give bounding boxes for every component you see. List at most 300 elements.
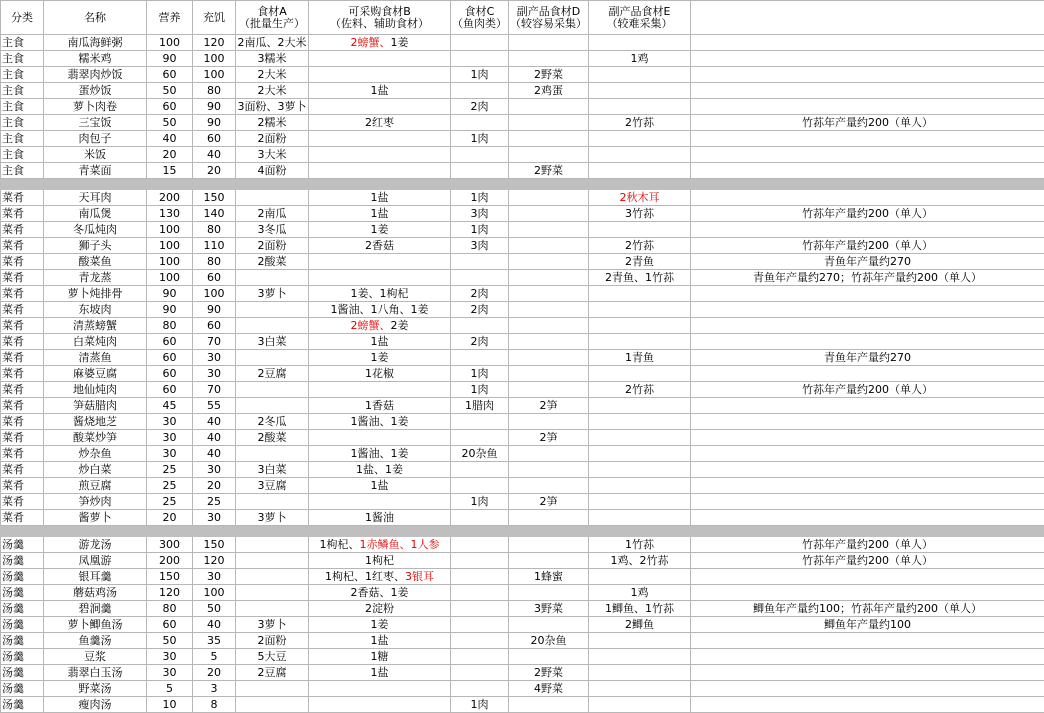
- cell-byproduct-e[interactable]: [589, 147, 691, 163]
- header-ingredient-b[interactable]: 可采购食材B （佐料、辅助食材）: [309, 1, 451, 35]
- cell-ingredient-c[interactable]: [451, 553, 509, 569]
- cell-ingredient-c[interactable]: 2肉: [451, 334, 509, 350]
- cell-category[interactable]: 菜肴: [1, 254, 44, 270]
- cell-ingredient-c[interactable]: 3肉: [451, 238, 509, 254]
- cell-byproduct-e[interactable]: [589, 318, 691, 334]
- cell-nutrition[interactable]: 50: [147, 633, 193, 649]
- cell-ingredient-a[interactable]: 2酸菜: [236, 430, 309, 446]
- cell-notes[interactable]: [691, 131, 1044, 147]
- cell-ingredient-b[interactable]: [309, 697, 451, 713]
- cell-ingredient-b[interactable]: 1盐: [309, 83, 451, 99]
- separator-cell[interactable]: [193, 526, 236, 537]
- cell-byproduct-e[interactable]: [589, 334, 691, 350]
- cell-notes[interactable]: 青鱼年产量约270；竹荪年产量约200（单人）: [691, 270, 1044, 286]
- cell-satiety[interactable]: 30: [193, 350, 236, 366]
- cell-category[interactable]: 汤羹: [1, 569, 44, 585]
- cell-ingredient-a[interactable]: [236, 537, 309, 553]
- cell-nutrition[interactable]: 20: [147, 147, 193, 163]
- cell-notes[interactable]: 竹荪年产量约200（单人）: [691, 553, 1044, 569]
- cell-category[interactable]: 主食: [1, 115, 44, 131]
- separator-cell[interactable]: [147, 179, 193, 190]
- cell-category[interactable]: 菜肴: [1, 238, 44, 254]
- cell-ingredient-c[interactable]: 20杂鱼: [451, 446, 509, 462]
- cell-notes[interactable]: [691, 398, 1044, 414]
- cell-category[interactable]: 菜肴: [1, 222, 44, 238]
- cell-ingredient-b[interactable]: 1姜: [309, 617, 451, 633]
- cell-nutrition[interactable]: 80: [147, 601, 193, 617]
- cell-nutrition[interactable]: 25: [147, 494, 193, 510]
- cell-ingredient-a[interactable]: 3白菜: [236, 462, 309, 478]
- cell-ingredient-b[interactable]: 1香菇: [309, 398, 451, 414]
- cell-ingredient-a[interactable]: 2南瓜: [236, 206, 309, 222]
- header-byproduct-d[interactable]: 副产品食材D （较容易采集）: [509, 1, 589, 35]
- cell-ingredient-c[interactable]: 2肉: [451, 286, 509, 302]
- cell-nutrition[interactable]: 60: [147, 334, 193, 350]
- cell-name[interactable]: 炒杂鱼: [44, 446, 147, 462]
- cell-byproduct-d[interactable]: [509, 414, 589, 430]
- cell-notes[interactable]: [691, 585, 1044, 601]
- cell-byproduct-e[interactable]: [589, 67, 691, 83]
- cell-ingredient-c[interactable]: [451, 51, 509, 67]
- cell-byproduct-d[interactable]: [509, 302, 589, 318]
- cell-name[interactable]: 碧涧羹: [44, 601, 147, 617]
- cell-satiety[interactable]: 120: [193, 553, 236, 569]
- cell-byproduct-d[interactable]: 2笋: [509, 494, 589, 510]
- cell-ingredient-b[interactable]: [309, 35, 451, 51]
- cell-nutrition[interactable]: 90: [147, 51, 193, 67]
- cell-ingredient-c[interactable]: [451, 163, 509, 179]
- cell-ingredient-a[interactable]: 2酸菜: [236, 254, 309, 270]
- cell-ingredient-b[interactable]: [309, 67, 451, 83]
- cell-byproduct-e[interactable]: 2竹荪: [589, 115, 691, 131]
- cell-name[interactable]: 煎豆腐: [44, 478, 147, 494]
- separator-cell[interactable]: [451, 526, 509, 537]
- cell-ingredient-a[interactable]: 2面粉: [236, 131, 309, 147]
- cell-ingredient-b[interactable]: [309, 147, 451, 163]
- cell-byproduct-d[interactable]: 3野菜: [509, 601, 589, 617]
- header-name[interactable]: 名称: [44, 1, 147, 35]
- cell-byproduct-e[interactable]: 2竹荪: [589, 382, 691, 398]
- cell-ingredient-b[interactable]: [309, 99, 451, 115]
- cell-ingredient-a[interactable]: [236, 318, 309, 334]
- cell-category[interactable]: 菜肴: [1, 446, 44, 462]
- cell-ingredient-c[interactable]: 2肉: [451, 99, 509, 115]
- cell-ingredient-a[interactable]: [236, 601, 309, 617]
- cell-category[interactable]: 主食: [1, 35, 44, 51]
- cell-ingredient-c[interactable]: 1肉: [451, 190, 509, 206]
- cell-byproduct-d[interactable]: [509, 462, 589, 478]
- cell-notes[interactable]: 竹荪年产量约200（单人）: [691, 537, 1044, 553]
- cell-ingredient-a[interactable]: 2面粉: [236, 633, 309, 649]
- separator-cell[interactable]: [451, 179, 509, 190]
- cell-byproduct-d[interactable]: 2野菜: [509, 67, 589, 83]
- cell-byproduct-d[interactable]: [509, 190, 589, 206]
- cell-name[interactable]: 凤凰游: [44, 553, 147, 569]
- cell-ingredient-c[interactable]: [451, 569, 509, 585]
- cell-category[interactable]: 菜肴: [1, 398, 44, 414]
- cell-satiety[interactable]: 40: [193, 617, 236, 633]
- cell-category[interactable]: 主食: [1, 163, 44, 179]
- cell-category[interactable]: 菜肴: [1, 430, 44, 446]
- cell-ingredient-a[interactable]: 2南瓜、2大米: [236, 35, 309, 51]
- cell-byproduct-e[interactable]: [589, 462, 691, 478]
- cell-byproduct-e[interactable]: [589, 414, 691, 430]
- cell-byproduct-d[interactable]: 20杂鱼: [509, 633, 589, 649]
- cell-byproduct-e[interactable]: [589, 633, 691, 649]
- cell-ingredient-b[interactable]: 2红枣: [309, 115, 451, 131]
- cell-nutrition[interactable]: 15: [147, 163, 193, 179]
- cell-name[interactable]: 萝卜肉卷: [44, 99, 147, 115]
- cell-nutrition[interactable]: 100: [147, 270, 193, 286]
- cell-nutrition[interactable]: 90: [147, 302, 193, 318]
- cell-ingredient-a[interactable]: 5大豆: [236, 649, 309, 665]
- cell-ingredient-a[interactable]: [236, 190, 309, 206]
- cell-ingredient-b[interactable]: 1盐: [309, 478, 451, 494]
- cell-byproduct-d[interactable]: [509, 270, 589, 286]
- cell-ingredient-a[interactable]: 3萝卜: [236, 286, 309, 302]
- cell-category[interactable]: 主食: [1, 83, 44, 99]
- cell-satiety[interactable]: 25: [193, 494, 236, 510]
- cell-nutrition[interactable]: 25: [147, 462, 193, 478]
- cell-ingredient-c[interactable]: [451, 414, 509, 430]
- cell-ingredient-c[interactable]: [451, 462, 509, 478]
- cell-category[interactable]: 汤羹: [1, 617, 44, 633]
- cell-ingredient-a[interactable]: 2豆腐: [236, 366, 309, 382]
- cell-byproduct-e[interactable]: 3竹荪: [589, 206, 691, 222]
- cell-category[interactable]: 菜肴: [1, 510, 44, 526]
- cell-name[interactable]: 麻婆豆腐: [44, 366, 147, 382]
- cell-satiety[interactable]: 150: [193, 537, 236, 553]
- cell-satiety[interactable]: 20: [193, 665, 236, 681]
- cell-category[interactable]: 汤羹: [1, 697, 44, 713]
- cell-notes[interactable]: [691, 681, 1044, 697]
- cell-ingredient-a[interactable]: 4面粉: [236, 163, 309, 179]
- cell-notes[interactable]: [691, 51, 1044, 67]
- cell-satiety[interactable]: 35: [193, 633, 236, 649]
- cell-ingredient-b[interactable]: 2淀粉: [309, 601, 451, 617]
- cell-nutrition[interactable]: 60: [147, 99, 193, 115]
- cell-name[interactable]: 酱烧地芝: [44, 414, 147, 430]
- cell-byproduct-e[interactable]: 2青鱼: [589, 254, 691, 270]
- cell-byproduct-e[interactable]: [589, 398, 691, 414]
- cell-name[interactable]: 天耳肉: [44, 190, 147, 206]
- cell-satiety[interactable]: 90: [193, 302, 236, 318]
- header-ingredient-c[interactable]: 食材C （鱼肉类）: [451, 1, 509, 35]
- cell-nutrition[interactable]: 25: [147, 478, 193, 494]
- cell-byproduct-d[interactable]: [509, 254, 589, 270]
- cell-byproduct-d[interactable]: [509, 697, 589, 713]
- cell-name[interactable]: 白菜炖肉: [44, 334, 147, 350]
- cell-satiety[interactable]: 80: [193, 222, 236, 238]
- cell-name[interactable]: 肉包子: [44, 131, 147, 147]
- cell-category[interactable]: 汤羹: [1, 601, 44, 617]
- cell-notes[interactable]: [691, 430, 1044, 446]
- cell-category[interactable]: 菜肴: [1, 414, 44, 430]
- header-notes[interactable]: [691, 1, 1044, 35]
- cell-ingredient-a[interactable]: 2豆腐: [236, 665, 309, 681]
- cell-notes[interactable]: [691, 318, 1044, 334]
- cell-category[interactable]: 汤羹: [1, 649, 44, 665]
- cell-satiety[interactable]: 40: [193, 147, 236, 163]
- cell-nutrition[interactable]: 30: [147, 430, 193, 446]
- cell-byproduct-d[interactable]: [509, 35, 589, 51]
- cell-byproduct-d[interactable]: [509, 115, 589, 131]
- cell-byproduct-e[interactable]: [589, 681, 691, 697]
- cell-satiety[interactable]: 120: [193, 35, 236, 51]
- cell-nutrition[interactable]: 60: [147, 366, 193, 382]
- cell-notes[interactable]: [691, 462, 1044, 478]
- cell-nutrition[interactable]: 5: [147, 681, 193, 697]
- cell-nutrition[interactable]: 90: [147, 286, 193, 302]
- cell-byproduct-e[interactable]: [589, 131, 691, 147]
- cell-ingredient-c[interactable]: [451, 633, 509, 649]
- cell-category[interactable]: 主食: [1, 51, 44, 67]
- cell-ingredient-b[interactable]: [309, 163, 451, 179]
- cell-ingredient-b[interactable]: 1糖: [309, 649, 451, 665]
- cell-name[interactable]: 南瓜海鲜粥: [44, 35, 147, 51]
- cell-notes[interactable]: [691, 510, 1044, 526]
- cell-nutrition[interactable]: 100: [147, 222, 193, 238]
- cell-ingredient-b[interactable]: [309, 254, 451, 270]
- separator-cell[interactable]: [309, 526, 451, 537]
- cell-category[interactable]: 菜肴: [1, 462, 44, 478]
- cell-ingredient-c[interactable]: 1肉: [451, 697, 509, 713]
- cell-ingredient-a[interactable]: [236, 585, 309, 601]
- cell-ingredient-b[interactable]: 1酱油、1姜: [309, 446, 451, 462]
- cell-category[interactable]: 菜肴: [1, 302, 44, 318]
- cell-satiety[interactable]: 140: [193, 206, 236, 222]
- cell-name[interactable]: 萝卜鲫鱼汤: [44, 617, 147, 633]
- cell-byproduct-e[interactable]: [589, 494, 691, 510]
- cell-category[interactable]: 主食: [1, 67, 44, 83]
- cell-nutrition[interactable]: 200: [147, 190, 193, 206]
- separator-cell[interactable]: [147, 526, 193, 537]
- cell-satiety[interactable]: 90: [193, 115, 236, 131]
- cell-ingredient-a[interactable]: 2大米: [236, 83, 309, 99]
- cell-nutrition[interactable]: 100: [147, 35, 193, 51]
- cell-notes[interactable]: [691, 633, 1044, 649]
- cell-category[interactable]: 菜肴: [1, 382, 44, 398]
- cell-notes[interactable]: [691, 446, 1044, 462]
- cell-byproduct-e[interactable]: 1鲫鱼、1竹荪: [589, 601, 691, 617]
- separator-cell[interactable]: [44, 526, 147, 537]
- cell-nutrition[interactable]: 100: [147, 254, 193, 270]
- separator-cell[interactable]: [509, 526, 589, 537]
- cell-ingredient-a[interactable]: 3豆腐: [236, 478, 309, 494]
- cell-ingredient-c[interactable]: [451, 83, 509, 99]
- cell-name[interactable]: 蘑菇鸡汤: [44, 585, 147, 601]
- cell-nutrition[interactable]: 30: [147, 649, 193, 665]
- cell-ingredient-b[interactable]: [309, 569, 451, 585]
- cell-nutrition[interactable]: 200: [147, 553, 193, 569]
- cell-byproduct-e[interactable]: 2竹荪: [589, 238, 691, 254]
- cell-byproduct-d[interactable]: [509, 510, 589, 526]
- cell-ingredient-c[interactable]: [451, 665, 509, 681]
- cell-ingredient-b[interactable]: 2香菇、1姜: [309, 585, 451, 601]
- cell-nutrition[interactable]: 50: [147, 83, 193, 99]
- cell-byproduct-e[interactable]: [589, 478, 691, 494]
- cell-ingredient-a[interactable]: [236, 398, 309, 414]
- cell-nutrition[interactable]: 50: [147, 115, 193, 131]
- cell-byproduct-d[interactable]: [509, 350, 589, 366]
- cell-byproduct-d[interactable]: [509, 286, 589, 302]
- cell-byproduct-d[interactable]: 4野菜: [509, 681, 589, 697]
- cell-ingredient-c[interactable]: [451, 350, 509, 366]
- cell-satiety[interactable]: 55: [193, 398, 236, 414]
- cell-satiety[interactable]: 40: [193, 446, 236, 462]
- cell-nutrition[interactable]: 30: [147, 446, 193, 462]
- cell-ingredient-b[interactable]: 1姜、1枸杞: [309, 286, 451, 302]
- cell-ingredient-a[interactable]: 3冬瓜: [236, 222, 309, 238]
- cell-ingredient-a[interactable]: 3糯米: [236, 51, 309, 67]
- cell-category[interactable]: 菜肴: [1, 206, 44, 222]
- cell-category[interactable]: 菜肴: [1, 350, 44, 366]
- cell-byproduct-e[interactable]: [589, 99, 691, 115]
- cell-ingredient-b[interactable]: [309, 382, 451, 398]
- cell-ingredient-c[interactable]: [451, 537, 509, 553]
- cell-satiety[interactable]: 90: [193, 99, 236, 115]
- cell-ingredient-a[interactable]: 2大米: [236, 67, 309, 83]
- cell-ingredient-c[interactable]: 1肉: [451, 382, 509, 398]
- cell-ingredient-a[interactable]: [236, 382, 309, 398]
- cell-ingredient-a[interactable]: [236, 302, 309, 318]
- cell-ingredient-b[interactable]: 1盐: [309, 334, 451, 350]
- cell-ingredient-b[interactable]: 1枸杞: [309, 553, 451, 569]
- cell-notes[interactable]: [691, 147, 1044, 163]
- cell-byproduct-d[interactable]: [509, 51, 589, 67]
- cell-notes[interactable]: [691, 222, 1044, 238]
- cell-satiety[interactable]: 150: [193, 190, 236, 206]
- cell-name[interactable]: 三宝饭: [44, 115, 147, 131]
- cell-notes[interactable]: 鲫鱼年产量约100；竹荪年产量约200（单人）: [691, 601, 1044, 617]
- cell-satiety[interactable]: 5: [193, 649, 236, 665]
- cell-byproduct-d[interactable]: 2野菜: [509, 665, 589, 681]
- cell-ingredient-c[interactable]: 1肉: [451, 67, 509, 83]
- cell-satiety[interactable]: 100: [193, 585, 236, 601]
- cell-ingredient-c[interactable]: [451, 430, 509, 446]
- cell-ingredient-a[interactable]: [236, 494, 309, 510]
- cell-ingredient-c[interactable]: [451, 649, 509, 665]
- cell-nutrition[interactable]: 60: [147, 350, 193, 366]
- cell-byproduct-d[interactable]: [509, 238, 589, 254]
- cell-ingredient-c[interactable]: 1肉: [451, 494, 509, 510]
- cell-notes[interactable]: 青鱼年产量约270: [691, 254, 1044, 270]
- cell-nutrition[interactable]: 60: [147, 617, 193, 633]
- cell-ingredient-b[interactable]: 1盐: [309, 206, 451, 222]
- header-ingredient-a[interactable]: 食材A （批量生产）: [236, 1, 309, 35]
- cell-notes[interactable]: 竹荪年产量约200（单人）: [691, 382, 1044, 398]
- cell-name[interactable]: 翡翠肉炒饭: [44, 67, 147, 83]
- separator-cell[interactable]: [236, 526, 309, 537]
- cell-name[interactable]: 野菜汤: [44, 681, 147, 697]
- cell-byproduct-d[interactable]: [509, 649, 589, 665]
- cell-byproduct-d[interactable]: [509, 478, 589, 494]
- cell-byproduct-e[interactable]: 2青鱼、1竹荪: [589, 270, 691, 286]
- cell-ingredient-a[interactable]: [236, 350, 309, 366]
- cell-notes[interactable]: [691, 414, 1044, 430]
- cell-satiety[interactable]: 20: [193, 478, 236, 494]
- cell-name[interactable]: 酱萝卜: [44, 510, 147, 526]
- cell-satiety[interactable]: 30: [193, 366, 236, 382]
- cell-nutrition[interactable]: 300: [147, 537, 193, 553]
- cell-notes[interactable]: [691, 190, 1044, 206]
- cell-notes[interactable]: [691, 494, 1044, 510]
- cell-byproduct-e[interactable]: 1鸡: [589, 51, 691, 67]
- cell-name[interactable]: 银耳羹: [44, 569, 147, 585]
- cell-byproduct-d[interactable]: [509, 318, 589, 334]
- cell-satiety[interactable]: 20: [193, 163, 236, 179]
- cell-notes[interactable]: [691, 334, 1044, 350]
- cell-name[interactable]: 狮子头: [44, 238, 147, 254]
- cell-name[interactable]: 豆浆: [44, 649, 147, 665]
- cell-satiety[interactable]: 70: [193, 382, 236, 398]
- cell-notes[interactable]: [691, 366, 1044, 382]
- cell-ingredient-b[interactable]: 1盐: [309, 665, 451, 681]
- cell-name[interactable]: 翡翠白玉汤: [44, 665, 147, 681]
- cell-category[interactable]: 汤羹: [1, 681, 44, 697]
- cell-name[interactable]: 米饭: [44, 147, 147, 163]
- cell-byproduct-d[interactable]: [509, 617, 589, 633]
- cell-ingredient-c[interactable]: [451, 681, 509, 697]
- cell-ingredient-b[interactable]: 1盐: [309, 633, 451, 649]
- cell-byproduct-e[interactable]: 1鸡、2竹荪: [589, 553, 691, 569]
- cell-name[interactable]: 清蒸螃蟹: [44, 318, 147, 334]
- cell-category[interactable]: 汤羹: [1, 553, 44, 569]
- cell-ingredient-a[interactable]: [236, 569, 309, 585]
- cell-notes[interactable]: 青鱼年产量约270: [691, 350, 1044, 366]
- cell-ingredient-c[interactable]: 1肉: [451, 366, 509, 382]
- cell-byproduct-d[interactable]: 2野菜: [509, 163, 589, 179]
- cell-satiety[interactable]: 50: [193, 601, 236, 617]
- cell-ingredient-a[interactable]: [236, 553, 309, 569]
- cell-nutrition[interactable]: 40: [147, 131, 193, 147]
- cell-category[interactable]: 菜肴: [1, 334, 44, 350]
- cell-ingredient-a[interactable]: 3面粉、3萝卜: [236, 99, 309, 115]
- cell-nutrition[interactable]: 30: [147, 665, 193, 681]
- cell-name[interactable]: 炒白菜: [44, 462, 147, 478]
- cell-ingredient-b[interactable]: 1酱油、1八角、1姜: [309, 302, 451, 318]
- cell-notes[interactable]: [691, 569, 1044, 585]
- cell-name[interactable]: 酸菜鱼: [44, 254, 147, 270]
- separator-cell[interactable]: [236, 179, 309, 190]
- cell-name[interactable]: 南瓜煲: [44, 206, 147, 222]
- cell-category[interactable]: 菜肴: [1, 190, 44, 206]
- cell-notes[interactable]: [691, 302, 1044, 318]
- cell-ingredient-b[interactable]: [309, 131, 451, 147]
- separator-cell[interactable]: [44, 179, 147, 190]
- cell-notes[interactable]: [691, 286, 1044, 302]
- cell-satiety[interactable]: 30: [193, 510, 236, 526]
- separator-cell[interactable]: [1, 179, 44, 190]
- cell-satiety[interactable]: 80: [193, 83, 236, 99]
- cell-nutrition[interactable]: 120: [147, 585, 193, 601]
- cell-ingredient-b[interactable]: 1酱油: [309, 510, 451, 526]
- cell-category[interactable]: 主食: [1, 131, 44, 147]
- cell-ingredient-b[interactable]: [309, 537, 451, 553]
- separator-cell[interactable]: [309, 179, 451, 190]
- cell-category[interactable]: 菜肴: [1, 270, 44, 286]
- cell-byproduct-e[interactable]: [589, 430, 691, 446]
- cell-satiety[interactable]: 40: [193, 430, 236, 446]
- cell-name[interactable]: 蛋炒饭: [44, 83, 147, 99]
- cell-category[interactable]: 菜肴: [1, 318, 44, 334]
- cell-category[interactable]: 菜肴: [1, 494, 44, 510]
- cell-category[interactable]: 主食: [1, 99, 44, 115]
- cell-name[interactable]: 瘦肉汤: [44, 697, 147, 713]
- cell-ingredient-c[interactable]: 1腊肉: [451, 398, 509, 414]
- header-satiety[interactable]: 充饥: [193, 1, 236, 35]
- cell-notes[interactable]: [691, 697, 1044, 713]
